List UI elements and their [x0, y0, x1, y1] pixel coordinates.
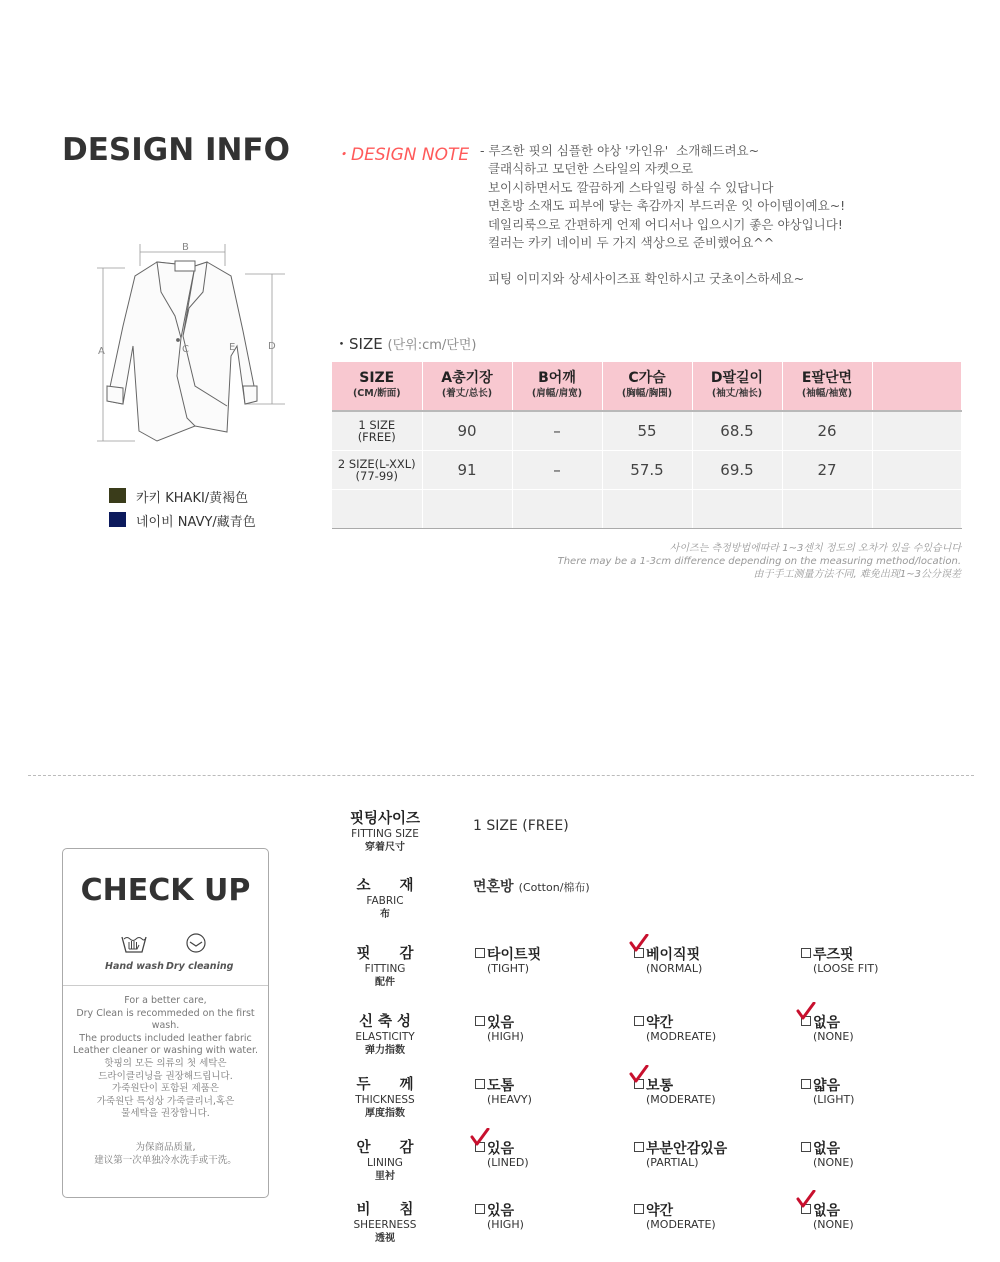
option-label-en: (LINED)	[487, 1156, 529, 1169]
option-label: 있음	[487, 1203, 515, 1219]
option-label: 없음	[813, 1203, 841, 1219]
header-c-chest: C가슴 (胸幅/胸围)	[602, 362, 692, 411]
hand-wash-icon	[119, 931, 149, 955]
option-label: 루즈핏	[813, 947, 854, 963]
checkbox[interactable]	[634, 1204, 644, 1214]
design-info-title: DESIGN INFO	[62, 132, 290, 168]
size-table-header	[332, 362, 961, 411]
header-d-sleeve-length: D팔길이 (袖丈/袖长)	[692, 362, 782, 411]
cell-b: –	[512, 451, 602, 490]
design-note-text	[480, 142, 845, 289]
diagram-label-b: B	[182, 242, 189, 253]
option-label-en: (MODERATE)	[646, 1093, 716, 1106]
cell-empty	[332, 490, 422, 529]
option-label-en: (PARTIAL)	[646, 1156, 699, 1169]
dry-cleaning-label: Dry cleaning	[166, 961, 234, 972]
design-note-label: ・DESIGN NOTE	[334, 145, 470, 165]
option-label-en: (LOOSE FIT)	[813, 962, 879, 975]
option-label-en: (NORMAL)	[646, 962, 703, 975]
design-note-line	[480, 252, 845, 270]
dry-cleaning-icon	[184, 932, 208, 956]
row-size-name: 2 SIZE(L-XXL) (77-99)	[332, 451, 422, 490]
header-empty	[872, 362, 961, 411]
size-section-label: ・SIZE (단위:cm/단면)	[334, 335, 477, 353]
cell-empty	[872, 451, 961, 490]
option-label-en: (NONE)	[813, 1030, 854, 1043]
check-up-box	[62, 848, 269, 1198]
diagram-label-d: D	[268, 341, 276, 352]
checkbox[interactable]	[801, 1142, 811, 1152]
care-text-en: For a better care, Dry Clean is recommeded on the first wash. The products included leather fabric Leather cleaner or washing with water.	[72, 995, 259, 1056]
option-label: 없음	[813, 1015, 841, 1031]
disclaimer-en: There may be a 1-3cm difference depending on the measuring method/location.	[557, 556, 961, 567]
option-label-en: (NONE)	[813, 1218, 854, 1231]
cell-e: 27	[782, 451, 872, 490]
size-unit: (단위:cm/단면)	[387, 338, 477, 353]
option-label: 베이직핏	[646, 947, 701, 963]
option-label: 약간	[646, 1203, 674, 1219]
checkbox[interactable]	[801, 948, 811, 958]
cell-c: 57.5	[602, 451, 692, 490]
diagram-label-e: E	[229, 342, 236, 353]
header-b-shoulder: B어깨 (肩幅/肩宽)	[512, 362, 602, 411]
row-size-name: 1 SIZE (FREE)	[332, 411, 422, 451]
size-disclaimer	[558, 542, 961, 581]
cell-empty	[422, 490, 512, 529]
fabric-value: 면혼방 (Cotton/棉布)	[473, 879, 590, 895]
color-swatch-navy	[109, 512, 126, 527]
diagram-label-a: A	[98, 346, 105, 357]
option-label-en: (MODERATE)	[646, 1218, 716, 1231]
option-label-en: (LIGHT)	[813, 1093, 855, 1106]
header-a-length: A총기장 (着丈/总长)	[422, 362, 512, 411]
option-label: 있음	[487, 1015, 515, 1031]
fitting-label: 핏 감 FITTING 配件	[356, 946, 414, 988]
option-label: 없음	[813, 1141, 841, 1157]
lining-label: 안 감 LINING 里衬	[356, 1140, 414, 1182]
checkbox[interactable]	[475, 1204, 485, 1214]
checkbox[interactable]	[475, 1016, 485, 1026]
size-table	[332, 362, 962, 529]
design-note-line: 데일리룩으로 간편하게 언제 어디서나 입으시기 좋은 야상입니다!	[480, 216, 843, 232]
disclaimer-ko: 사이즈는 측정방법에따라 1~3센치 정도의 오차가 있을 수있습니다	[669, 543, 961, 554]
sheerness-label: 비 침 SHEERNESS 透视	[353, 1202, 417, 1244]
cell-empty	[782, 490, 872, 529]
cell-e: 26	[782, 411, 872, 451]
jacket-diagram	[95, 236, 295, 446]
option-label-en: (MODREATE)	[646, 1030, 717, 1043]
cell-b: –	[512, 411, 602, 451]
table-row	[332, 490, 961, 529]
fabric-label: 소 재 FABRIC 布	[356, 878, 414, 920]
hand-wash-label: Hand wash	[105, 961, 164, 972]
design-note-line: 면혼방 소재도 피부에 닿는 촉감까지 부드러운 잇 아이템이예요~!	[480, 198, 846, 214]
option-label: 부분안감있음	[646, 1141, 728, 1157]
thickness-label: 두 께 THICKNESS 厚度指数	[355, 1077, 415, 1119]
fitting-size-value: 1 SIZE (FREE)	[473, 818, 569, 834]
fitting-size-label: 핏팅사이즈 FITTING SIZE 穿着尺寸	[349, 811, 421, 853]
cell-d: 68.5	[692, 411, 782, 451]
cell-c: 55	[602, 411, 692, 451]
option-label: 타이트핏	[487, 947, 542, 963]
option-label: 있음	[487, 1141, 515, 1157]
cell-a: 91	[422, 451, 512, 490]
option-label-en: (HEAVY)	[487, 1093, 532, 1106]
cell-empty	[872, 490, 961, 529]
diagram-label-c: C	[182, 344, 189, 355]
check-up-title: CHECK UP	[80, 873, 251, 908]
design-note-line: - 루즈한 핏의 심플한 야상 '카인유' 소개해드려요~	[480, 143, 760, 158]
option-label: 도톰	[487, 1078, 515, 1094]
option-label: 보통	[646, 1078, 674, 1094]
option-label-en: (TIGHT)	[487, 962, 530, 975]
table-row	[332, 411, 961, 451]
size-label: SIZE	[349, 335, 383, 353]
checkbox[interactable]	[634, 1016, 644, 1026]
option-label-en: (HIGH)	[487, 1030, 524, 1043]
option-label: 얇음	[813, 1078, 841, 1094]
table-row	[332, 451, 961, 490]
design-note-line: 보이시하면서도 깔끔하게 스타일링 하실 수 있답니다	[480, 179, 774, 195]
design-note-line: 컬러는 카키 네이비 두 가지 색상으로 준비했어요^^	[480, 235, 775, 251]
cell-d: 69.5	[692, 451, 782, 490]
check-up-divider	[63, 985, 268, 986]
elasticity-label: 신 축 성 ELASTICITY 弹力指数	[355, 1014, 415, 1056]
option-label-en: (HIGH)	[487, 1218, 524, 1231]
cell-empty	[512, 490, 602, 529]
design-note-line: 클래식하고 모던한 스타일의 자켓으로	[480, 161, 694, 177]
color-label-navy: 네이비 NAVY/藏青色	[136, 515, 256, 530]
cell-empty	[872, 411, 961, 451]
color-label-khaki: 카키 KHAKI/黄褐色	[136, 491, 249, 506]
checkbox[interactable]	[801, 1079, 811, 1089]
design-note-line: 피팅 이미지와 상세사이즈표 확인하시고 굿초이스하세요~	[480, 271, 805, 287]
color-swatch-khaki	[109, 488, 126, 503]
checkbox[interactable]	[475, 1079, 485, 1089]
cell-empty	[602, 490, 692, 529]
option-label: 약간	[646, 1015, 674, 1031]
header-size: SIZE (CM/断面)	[332, 362, 422, 411]
cell-a: 90	[422, 411, 512, 451]
care-text-ko: 핫핑의 모든 의류의 첫 세탁은 드라이클리닝을 권장해드립니다. 가죽원단이 포함된 제품은 가죽원단 특성상 가죽클리너,혹은 물세탁을 권장합니다.	[96, 1058, 235, 1119]
checkbox[interactable]	[634, 1142, 644, 1152]
checkbox[interactable]	[475, 948, 485, 958]
option-label-en: (NONE)	[813, 1156, 854, 1169]
cell-empty	[692, 490, 782, 529]
header-e-sleeve-width: E팔단면 (袖幅/袖宽)	[782, 362, 872, 411]
care-text-zh: 为保商品质量, 建议第一次单独冷水洗手或干洗。	[94, 1142, 237, 1166]
section-divider	[28, 775, 974, 776]
disclaimer-zh: 由于手工测量方法不同, 难免出现1~3公分误差	[753, 569, 961, 580]
